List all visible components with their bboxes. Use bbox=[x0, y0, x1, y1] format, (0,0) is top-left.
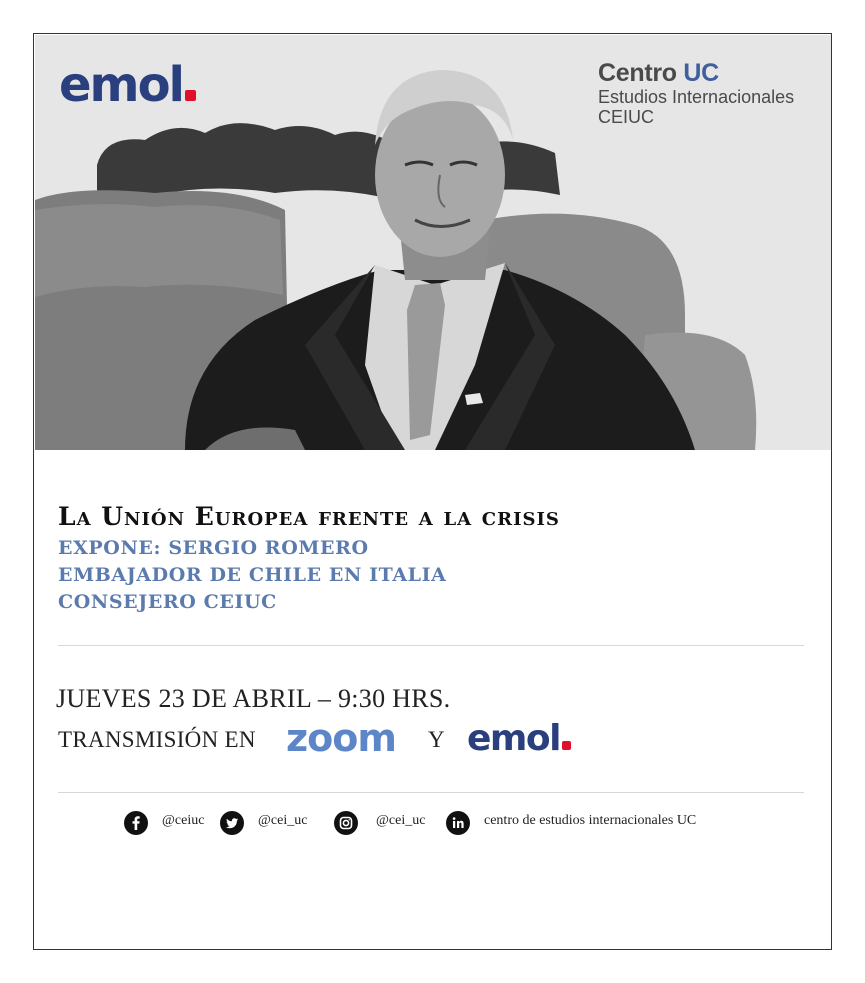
social-twitter[interactable] bbox=[220, 810, 307, 836]
facebook-handle: @ceiuc bbox=[162, 813, 205, 828]
divider bbox=[58, 792, 804, 793]
divider bbox=[58, 645, 804, 646]
instagram-handle: @cei_uc bbox=[376, 813, 426, 828]
event-date: JUEVES 23 DE ABRIL – 9:30 HRS. bbox=[56, 684, 451, 713]
linkedin-handle: centro de estudios internacionales UC bbox=[484, 813, 697, 828]
centro-logo-word: Centro bbox=[598, 59, 677, 87]
speaker-line: EXPONE: SERGIO ROMERO bbox=[58, 537, 369, 559]
centro-logo-acronym: CEIUC bbox=[598, 107, 655, 128]
centro-logo-subtitle: Estudios Internacionales bbox=[598, 87, 795, 107]
emol-logo-text: emol bbox=[59, 57, 183, 113]
emol-logo-small-dot bbox=[562, 741, 571, 750]
social-facebook[interactable] bbox=[124, 810, 204, 836]
emol-logo-small bbox=[467, 717, 571, 760]
zoom-logo: zoom bbox=[286, 716, 396, 760]
twitter-icon bbox=[220, 811, 244, 835]
emol-logo-small-text: emol bbox=[467, 718, 560, 759]
event-poster bbox=[33, 33, 832, 950]
event-title: La Unión Europea frente a la crisis bbox=[58, 502, 560, 531]
emol-logo bbox=[59, 57, 196, 113]
social-linkedin[interactable] bbox=[446, 810, 696, 836]
instagram-icon bbox=[334, 811, 358, 835]
emol-logo-dot bbox=[185, 90, 196, 101]
centro-logo-uc: UC bbox=[683, 59, 719, 87]
speaker-role-line: EMBAJADOR DE CHILE EN ITALIA bbox=[58, 564, 447, 586]
social-instagram[interactable] bbox=[334, 810, 425, 836]
centro-uc-logo bbox=[598, 59, 794, 127]
conjunction-text: Y bbox=[428, 727, 445, 752]
speaker-photo bbox=[35, 35, 831, 450]
speaker-affiliation-line: CONSEJERO CEIUC bbox=[58, 591, 277, 613]
facebook-icon bbox=[124, 811, 148, 835]
linkedin-icon bbox=[446, 811, 470, 835]
twitter-handle: @cei_uc bbox=[258, 813, 308, 828]
transmission-label: TRANSMISIÓN EN bbox=[58, 727, 256, 752]
